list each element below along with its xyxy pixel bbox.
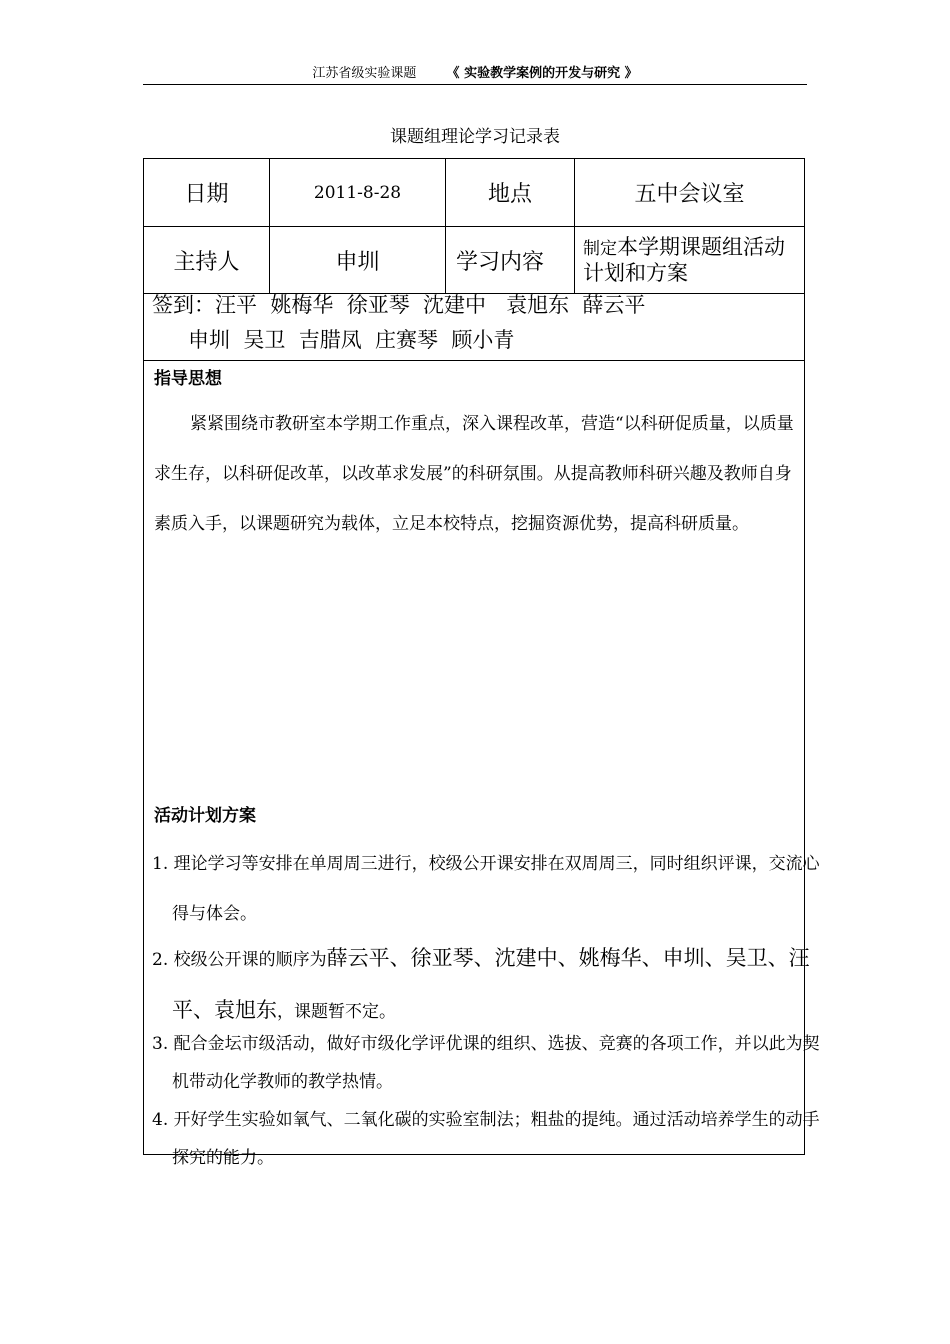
study-content-value xyxy=(575,227,804,293)
signin-line-1: 签到：汪平 姚梅华 徐亚琴 沈建中 袁旭东 薛云平 xyxy=(152,293,646,317)
place-value: 五中会议室 xyxy=(634,182,745,207)
header-project-level: 江苏省级实验课题 xyxy=(312,66,417,81)
host-value: 申圳 xyxy=(270,227,446,293)
date-label: 日期 xyxy=(144,159,270,226)
study-content-lead: 制定 xyxy=(583,239,617,259)
host-label: 主持人 xyxy=(144,227,270,293)
place-label: 地点 xyxy=(446,159,575,226)
plan-item-2 xyxy=(152,933,820,1037)
record-table xyxy=(143,158,820,1168)
date-value: 2011-8-28 xyxy=(270,159,446,226)
plan-item-2-names: 薛云平、徐亚琴、沈建中、姚梅华、申圳、吴卫、汪平、袁旭东 xyxy=(172,946,810,1022)
plan-item-4: 4. 开好学生实验如氧气、二氧化碳的实验室制法；粗盐的提纯。通过活动培养学生的动手探究的能力。 xyxy=(152,1110,820,1168)
plan-item-1: 1. 理论学习等安排在单周周三进行，校级公开课安排在双周周三，同时组织评课，交流心得与体会。 xyxy=(152,854,820,924)
page-header xyxy=(143,64,807,85)
guiding-text: 紧紧围绕市教研室本学期工作重点，深入课程改革，营造“以科研促质量，以质量求生存，以科研促改革，以改革求发展”的科研氛围。从提高教师科研兴趣及教师自身素质入手，以课题研究为载体，立足本校特点，挖掘资源优势，提高科研质量。 xyxy=(154,414,794,534)
document-title: 课题组理论学习记录表 xyxy=(390,127,560,147)
guiding-heading: 指导思想 xyxy=(154,369,222,389)
signin-line-2: 申圳 吴卫 吉腊凤 庄赛琴 顾小青 xyxy=(188,328,515,352)
study-content-rest: 本学期课题组活动计划和方案 xyxy=(583,235,785,285)
header-project-title: 《 实验教学案例的开发与研究 》 xyxy=(446,66,638,81)
plan-item-2-lead: 2. 校级公开课的顺序为 xyxy=(152,950,327,970)
plan-item-2-tail: ，课题暂不定。 xyxy=(277,1002,396,1022)
table-row-host xyxy=(144,227,804,294)
table-row-date xyxy=(144,159,804,227)
plan-item-3: 3. 配合金坛市级活动，做好市级化学评优课的组织、选拔、竞赛的各项工作，并以此为契机带动化学教师的教学热情。 xyxy=(152,1034,820,1092)
study-content-label: 学习内容 xyxy=(446,227,575,293)
plan-heading: 活动计划方案 xyxy=(154,806,256,826)
